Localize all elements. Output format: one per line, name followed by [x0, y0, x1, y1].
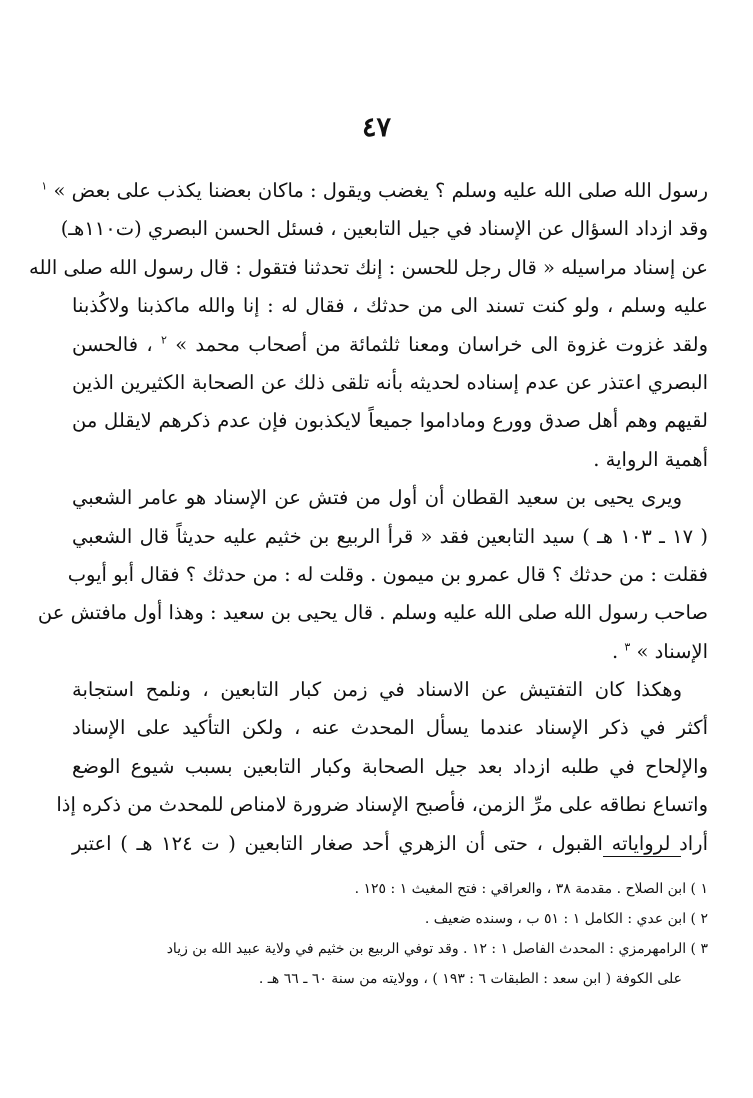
line-text: أكثر في ذكر الإسناد عندما يسأل المحدث عنه ، ولكن التأكيد على الإسناد: [72, 716, 708, 740]
text-line: [72, 326, 708, 364]
text-line: [56, 786, 708, 824]
line-text: والإلحاح في طلبه ازداد بعد جيل الصحابة وكبار التابعين بسبب شيوع الوضع: [72, 754, 708, 778]
text-line: [72, 364, 708, 402]
text-line: [29, 249, 708, 287]
line-tail: ، فالحسن: [72, 332, 153, 356]
text-line: [37, 594, 708, 632]
text-line: [41, 172, 708, 210]
line-text: صاحب رسول الله صلى الله عليه وسلم . قال يحيى بن سعيد : وهذا أول مافتش عن: [37, 601, 708, 625]
line-text: فقلت : من حدثك ؟ قال عمرو بن ميمون . وقلت له : من حدثك ؟ فقال أبو أيوب: [67, 562, 708, 586]
text-line: [67, 556, 708, 594]
text-line: [72, 709, 708, 747]
text-line: [72, 287, 708, 325]
footnotes: [72, 874, 708, 994]
line-text: ( ١٧ ـ ١٠٣ هـ ) سيد التابعين فقد « قرأ الربيع بن خثيم عليه حديثاً قال الشعبي: [72, 524, 708, 548]
text-line: [72, 633, 708, 671]
text-line: [60, 210, 708, 248]
text-line: [72, 441, 708, 479]
footnote-separator: [603, 856, 681, 857]
line-text: ولقد غزوت غزوة الى خراسان ومعنا ثلثمائة من أصحاب محمد »: [175, 332, 709, 356]
main-text: [29, 172, 709, 863]
text-line: [72, 479, 708, 517]
footnote-line: ٣ ) الرامهرمزي : المحدث الفاصل ١ : ١٢ . وقد توفي الربيع بن خثيم في ولاية عبيد الله بن زياد: [166, 941, 708, 957]
line-text: واتساع نطاقه على مرِّ الزمن، فأصبح الإسناد ضرورة لامناص للمحدث من ذكره إذا: [56, 793, 708, 817]
text-line: [72, 748, 708, 786]
line-text: أهمية الرواية .: [593, 447, 708, 471]
line-text: وهكذا كان التفتيش عن الاسناد في زمن كبار التابعين ، ونلمح استجابة: [72, 678, 682, 702]
line-tail: .: [611, 639, 619, 663]
text-line: [72, 671, 708, 709]
line-text: ويرى يحيى بن سعيد القطان أن أول من فتش عن الإسناد هو عامر الشعبي: [72, 486, 682, 510]
line-text: عليه وسلم ، ولو كنت تسند الى من حدثك ، فقال له : إنا والله ماكذبنا ولاكُذبنا: [72, 294, 708, 318]
line-text: البصري اعتذر عن عدم إسناده لحديثه بأنه تلقى ذلك عن الصحابة الكثيرين الذين: [72, 370, 708, 394]
line-text: وقد ازداد السؤال عن الإسناد في جيل التابعين ، فسئل الحسن البصري (ت١١٠هـ): [60, 217, 708, 241]
line-text: عن إسناد مراسيله « قال رجل للحسن : إنك تحدثنا فتقول : قال رسول الله صلى الله: [29, 255, 708, 279]
footnote-reference: ٣: [624, 640, 631, 654]
text-line: [72, 825, 708, 863]
footnote-reference: ١: [41, 179, 48, 193]
footnote-line: ٢ ) ابن عدي : الكامل ١ : ٥١ ب ، وسنده ضعيف .: [424, 911, 708, 927]
line-text: رسول الله صلى الله عليه وسلم ؟ يغضب ويقول : ماكان بعضنا يكذب على بعض »: [53, 179, 708, 202]
line-text: الإسناد »: [636, 639, 708, 663]
text-line: [72, 402, 708, 440]
line-text: لقيهم وهم أهل صدق وورع وماداموا جميعاً لايكذبون فإن عدم ذكرهم لايقلل من: [72, 409, 708, 433]
page-number: ٤٧: [361, 112, 391, 143]
footnote-reference: ٢: [160, 333, 167, 347]
footnote-line: ١ ) ابن الصلاح . مقدمة ٣٨ ، والعراقي : فتح المغيث ١ : ١٢٥ .: [354, 881, 708, 897]
text-line: [72, 518, 708, 556]
line-text: أراد لرواياته القبول ، حتى أن الزهري أحد صغار التابعين ( ت ١٢٤ هـ ) اعتبر: [72, 831, 708, 855]
footnote-line: على الكوفة ( ابن سعد : الطبقات ٦ : ١٩٣ ) ، وولايته من سنة ٦٠ ـ ٦٦ هـ .: [258, 971, 682, 987]
